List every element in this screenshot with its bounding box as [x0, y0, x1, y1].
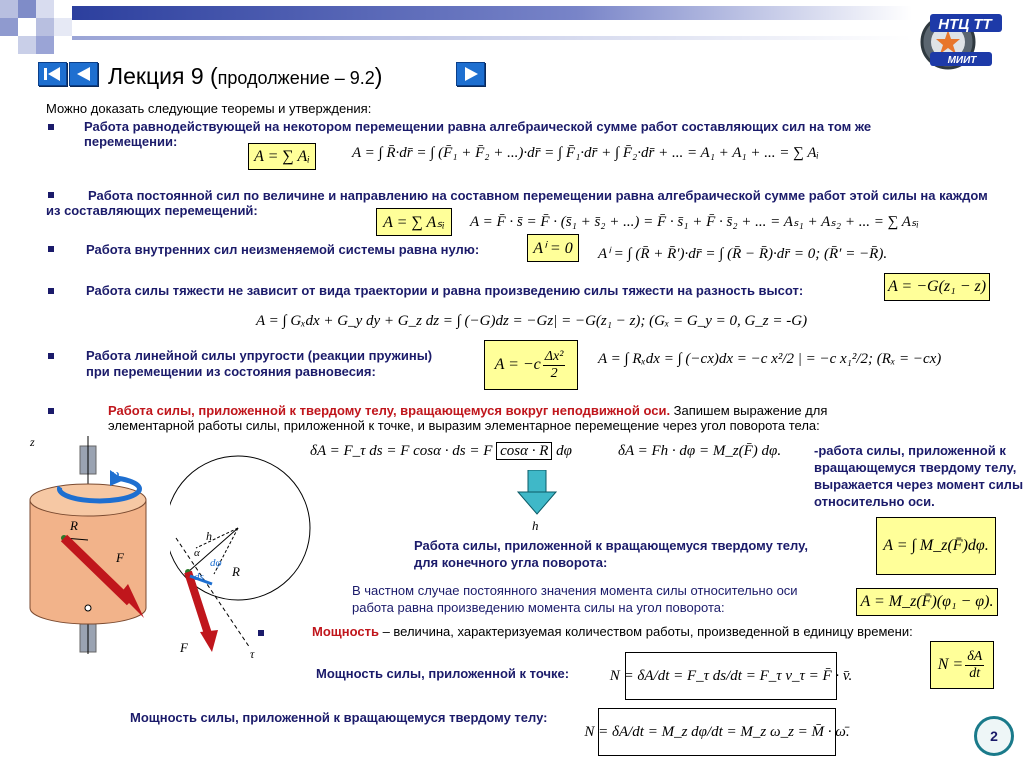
item6-text-line2: элементарной работы силы, приложенной к точке, и выразим элементарное перемещение через угол поворота тела: [108, 418, 820, 433]
rotation-diagram [170, 452, 320, 660]
item5-result-box: A = −c $\frac{\text{Δx²}}{2}$ [484, 340, 578, 390]
previous-slide-button[interactable] [69, 62, 98, 86]
item1-formula: A = ∫ R̄·dr̄ = ∫ (F̄₁ + F̄₂ + ...)·dr̄ = ∫ F̄₁·dr̄ + ∫ F̄₂·dr̄ + ... = A₁ + A₁ + ... = ∑ Aᵢ [352, 145, 819, 161]
power-point-label: Мощность силы, приложенной к точке: [316, 666, 570, 681]
bullet [48, 124, 54, 130]
svg-text:ds: ds [194, 571, 204, 583]
svg-text:ω: ω [110, 466, 120, 481]
bullet [48, 246, 54, 252]
page-number-badge: 2 [974, 716, 1014, 756]
down-arrow-icon [516, 470, 560, 516]
finite-text-line1: Работа силы, приложенной к вращающемуся твердому телу, [414, 538, 808, 553]
finite-result-box: A = ∫ M_z(F̄)dφ. [876, 517, 996, 575]
header-bar [72, 6, 912, 20]
next-slide-button[interactable] [456, 62, 485, 86]
item5-formula: A = ∫ Rₓdx = ∫ (−cx)dx = −c x²/2 | = −c x₁²/2; (Rₓ = −cx) [598, 351, 942, 367]
item3-result-box: Aⁱ = 0 [527, 234, 579, 262]
intro-text: Можно доказать следующие теоремы и утверждения: [46, 101, 372, 116]
item1-text: Работа равнодействующей на некотором перемещении равна алгебраической сумме работ составляющих сил на том же перемещении: [84, 119, 872, 149]
power-body-label: Мощность силы, приложенной к вращающемуся твердому телу: [130, 710, 548, 725]
svg-text:dφ: dφ [210, 557, 222, 569]
arrow-h-label: h [532, 518, 539, 533]
item2-formula: A = F̄ · s̄ = F̄ · (s̄₁ + s̄₂ + ...) = F̄ · s̄₁ + F̄ · s̄₂ + ... = Aₛ₁ + Aₛ₂ + ... = ∑ Aₛᵢ [470, 214, 919, 230]
item5-text-line2: при перемещении из состояния равновесия: [86, 364, 376, 379]
page-title: Лекция 9 (продолжение – 9.2) [108, 63, 383, 89]
item4-result-box: A = −G(z₁ − z) [884, 273, 990, 301]
bullet [48, 408, 54, 414]
item3-formula: Aⁱ = ∫ (R̄ + R̄′)·dr̄ = ∫ (R̄ − R̄)·dr̄ = 0; (R̄′ = −R̄). [598, 246, 888, 262]
item4-formula: A = ∫ Gₓdx + G_y dy + G_z dz = ∫ (−G)dz = −Gz| = −G(z₁ − z); (Gₓ = G_y = 0, G_z = -G) [256, 313, 808, 329]
item6-formula-a: δA = F_τ ds = F cosα · ds = F cosα · R dφ [310, 443, 572, 459]
finite-text-line2: для конечного угла поворота: [414, 555, 608, 570]
deco-square [0, 0, 18, 18]
item2-text: Работа постоянной сил по величине и направлению на составном перемещении равна алгебраической сумме работ этой силы на каждом из составляющих перемещений: [46, 188, 988, 218]
bullet [48, 288, 54, 294]
deco-square [36, 18, 54, 36]
item1-result-box: A = ∑ Aᵢ [248, 143, 316, 170]
const-text-line2: работа равна произведению момента силы на угол поворота: [352, 600, 725, 615]
item6-formula-b: δA = Fh · dφ = M_z(F̄) dφ. [618, 443, 782, 459]
header-line [72, 36, 912, 40]
deco-square [18, 36, 36, 54]
svg-text:F: F [116, 550, 124, 565]
deco-square [0, 18, 18, 36]
item4-text: Работа силы тяжести не зависит от вида траектории и равна произведению силы тяжести на разность высот: [86, 283, 804, 298]
power-definition: Мощность – величина, характеризуемая количеством работы, произведенной в единицу времени: [312, 624, 913, 639]
const-result-box: A = M_z(F̄)(φ₁ − φ). [856, 588, 998, 616]
deco-square [36, 0, 54, 18]
first-slide-button[interactable] [38, 62, 67, 86]
svg-text:h: h [206, 529, 212, 543]
cos-r-box: cosα · R [496, 442, 552, 460]
deco-square [18, 0, 36, 18]
deco-square [36, 36, 54, 54]
svg-text:МИИТ: МИИТ [947, 55, 977, 66]
logo [918, 8, 1004, 70]
item3-text: Работа внутренних сил неизменяемой системы равна нулю: [86, 242, 480, 257]
power-body-formula: N = δA/dt = M_z dφ/dt = M_z ω_z = M̄ · ω̄. [598, 708, 836, 756]
svg-text:R: R [70, 518, 78, 533]
item2-result-box: A = ∑ Aₛᵢ [376, 208, 452, 236]
bullet [48, 353, 54, 359]
item5-text-line1: Работа линейной силы упругости (реакции пружины) [86, 348, 433, 363]
deco-square [54, 18, 72, 36]
const-text-line1: В частном случае постоянного значения момента силы относительно оси [352, 583, 798, 598]
svg-text:α: α [194, 547, 200, 559]
svg-text:z: z [30, 435, 35, 449]
svg-text:R: R [232, 564, 240, 579]
item6-heading: Работа силы, приложенной к твердому телу, вращающемуся вокруг неподвижной оси. Запишем выражение для [108, 403, 828, 418]
svg-text:НТЦ ТТ: НТЦ ТТ [938, 16, 992, 33]
svg-text:F: F [180, 640, 188, 655]
svg-text:τ: τ [250, 647, 255, 660]
power-result-box: N = $\frac{\delta A}{dt}$ [930, 641, 994, 689]
power-point-formula: N = δA/dt = F_τ ds/dt = F_τ v_τ = F̄ · v̄. [625, 652, 837, 700]
cylinder-figure [20, 432, 190, 657]
moment-side-note: -работа силы, приложенной к вращающемуся твердому телу, выражается через момент силы относительно оси. [814, 443, 1024, 509]
